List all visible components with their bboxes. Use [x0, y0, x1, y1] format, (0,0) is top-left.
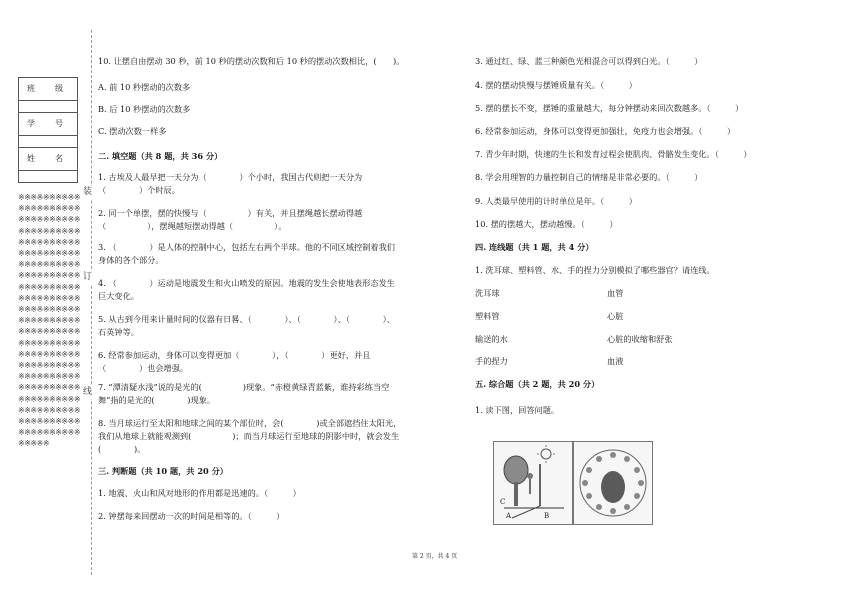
left-question-line: （ ），摆绳越短摆动得越（ ）。	[98, 221, 287, 231]
right-question-line: 1. 洗耳球、塑料管、水、手的捏力分别模拟了哪些器官？请连线。	[475, 265, 715, 275]
left-question-line: 石英钟等。	[98, 327, 139, 337]
page-footer: 第 2 页，共 4 页	[412, 553, 458, 560]
left-question-line: 2. 钟摆每来回摆动一次的时间是相等的。（ ）	[98, 511, 285, 521]
right-question-line: 8. 学会用理智的力量控制自己的情绪是非常必要的。（ ）	[475, 172, 703, 182]
left-question-line: A. 前 10 秒摆动的次数多	[98, 82, 191, 92]
matching-left-item[interactable]: 洗耳球	[475, 288, 500, 298]
right-question-line: 1. 读下图，回答问题。	[475, 405, 560, 415]
seal-char-xian: 线	[83, 386, 92, 399]
figure-clock-circle	[573, 441, 653, 525]
right-question-line: 4. 摆的摆动快慢与摆锤质量有关。（ ）	[475, 80, 637, 90]
matching-left-item[interactable]: 手的捏力	[475, 356, 508, 366]
left-question-line: 我们从地球上就能观测到( )；而当月球运行至地球的阴影中时，就会发生	[98, 431, 400, 441]
left-question-line: 舞”指的是光的( )现象。	[98, 395, 216, 405]
left-question-line: ( )。	[98, 444, 146, 454]
student-id-field[interactable]	[19, 136, 78, 148]
name-field[interactable]	[19, 171, 78, 183]
right-question-line: 9. 人类最早使用的计时单位是年。（ ）	[475, 196, 637, 206]
seal-char-ding: 订	[83, 271, 92, 284]
left-question-line: （ ）个时辰。	[98, 185, 180, 195]
left-column	[98, 0, 468, 595]
matching-left-item[interactable]: 塑料管	[475, 311, 500, 321]
left-question-line: B. 后 10 秒摆动的次数多	[98, 104, 191, 114]
left-question-line: 6. 经常参加运动，身体可以变得更加（ ），（ ）更好，并且	[98, 350, 371, 360]
left-question-line: 5. 从古到今用来计量时间的仪器有日晷、（ ）、（ ）、（ ）、	[98, 314, 395, 324]
matching-right-item[interactable]: 血管	[607, 288, 624, 298]
figure-label-c: C	[500, 498, 506, 506]
left-section-heading: 三. 判断题（共 10 题，共 20 分）	[98, 466, 228, 476]
left-question-line: 2. 同一个单摆，摆的快慢与（ ）有关，并且摆绳越长摆动得越	[98, 208, 363, 218]
right-question-line: 10. 摆的摆越大，摆动越慢。（ ）	[475, 219, 618, 229]
left-question-line: 3. （ ）是人体的控制中心，包括左右两个半球。他的不同区域控制着我们	[98, 242, 395, 252]
clock-circle-drawing	[574, 442, 652, 524]
right-question-line: 3. 通过红、绿、蓝三种颜色光相混合可以得到白光。（ ）	[475, 56, 703, 66]
left-question-line: 1. 地震、火山和风对地形的作用都是迅速的。（ ）	[98, 488, 301, 498]
left-question-line: （ ）也会增强。	[98, 363, 189, 373]
right-section-heading: 五. 综合题（共 2 题，共 20 分）	[475, 379, 600, 389]
name-label: 姓 名	[19, 148, 78, 171]
left-question-line: 7. “潭清疑水浅”说的是光的( )现象。“赤橙黄绿青蓝紫，谁持彩练当空	[98, 382, 390, 392]
matching-right-item[interactable]: 心脏的收缩和舒张	[607, 334, 673, 344]
left-question-line: C. 摆动次数一样多	[98, 126, 167, 136]
class-label: 班 级	[19, 78, 78, 101]
left-question-line: 10. 让摆自由摆动 30 秒，前 10 秒的摆动次数和后 10 秒的摆动次数相比，( )。	[98, 56, 405, 66]
right-question-line: 7. 青少年时期，快速的生长和发育过程会使肌肉、骨骼发生变化。（ ）	[475, 149, 752, 159]
left-question-line: 4. （ ）运动是地震发生和火山喷发的原因。地震的发生会使地表形态发生	[98, 278, 395, 288]
student-id-label: 学 号	[19, 113, 78, 136]
left-question-line: 身体的各个部分。	[98, 255, 164, 265]
binding-line	[91, 30, 92, 575]
left-question-line: 8. 当月球运行至太阳和地球之间的某个部位时，会( )或全部遮挡住太阳光，	[98, 418, 402, 428]
right-question-line: 6. 经常参加运动，身体可以变得更加强壮，免疫力也会增强。（ ）	[475, 126, 736, 136]
seal-char-zhuang: 装	[83, 186, 92, 199]
left-section-heading: 二. 填空题（共 8 题，共 36 分）	[98, 151, 223, 161]
hatch-pattern: ※※※※※※※※※※※※※※※※※※※※※※※※※※※※※※※※※※※※※※※※※※※※※※※※※※※※※※※※※※※※※※※※※※※※※※※※※※※※※※※※※※※※※※※※※※※※※※※※※※※※※※※※※※※※※※※※※※※※※※※※※※※※※※※※※※※※※※※※※※※※※※※※※※※※※※※※※※※※※※※※※※※※※※※※※※※※※※※※※※※※※※※※※※※※※※※※※※※※※※※※※※※※※※※※※※※※※※※※※※※※※※※※※	[18, 193, 81, 449]
matching-right-item[interactable]: 血液	[607, 356, 624, 366]
left-question-line: 1. 古埃及人最早把一天分为（ ）个小时，我国古代则把一天分为	[98, 172, 363, 182]
left-question-line: 巨大变化。	[98, 291, 139, 301]
figure-pendulum-sundial	[493, 441, 573, 525]
figure-label-b: B	[544, 512, 550, 520]
right-section-heading: 四. 连线题（共 1 题，共 4 分）	[475, 242, 594, 252]
right-question-line: 5. 摆的摆长不变，摆锤的重量越大，每分钟摆动来回次数越多。（ ）	[475, 103, 744, 113]
matching-left-item[interactable]: 输送的水	[475, 334, 508, 344]
matching-right-item[interactable]: 心脏	[607, 311, 624, 321]
student-info-table	[18, 77, 78, 183]
class-field[interactable]	[19, 101, 78, 113]
figure-label-a: A	[506, 512, 512, 520]
